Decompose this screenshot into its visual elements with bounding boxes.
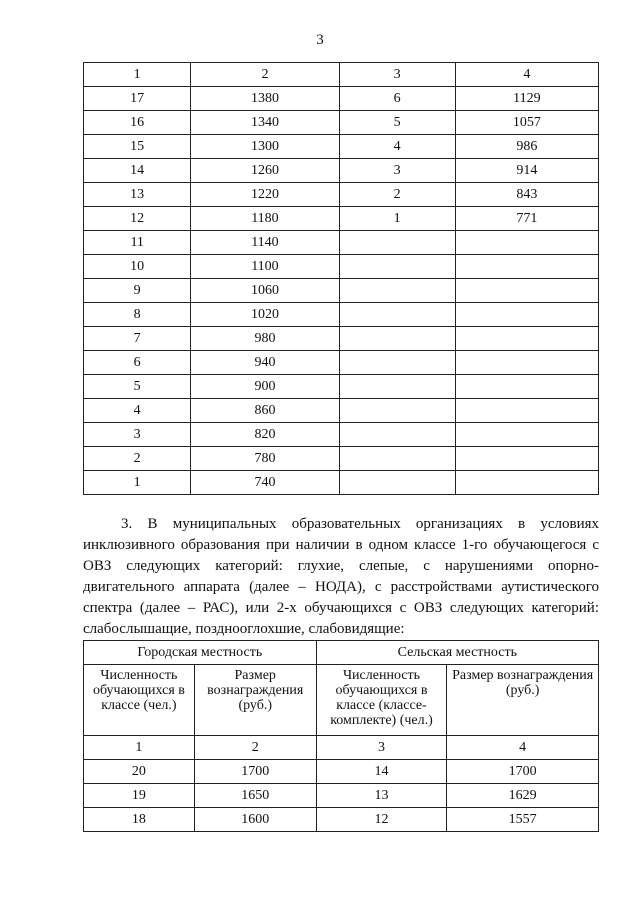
table-cell: 1629	[447, 784, 599, 808]
table-row	[84, 327, 599, 351]
group-header-row	[84, 641, 599, 665]
table-row	[84, 784, 599, 808]
table-cell: 4	[84, 399, 191, 423]
column-number: 4	[455, 63, 598, 87]
table-row	[84, 447, 599, 471]
table-cell: 1380	[191, 87, 339, 111]
table-cell: 843	[455, 183, 598, 207]
table-cell: 12	[316, 808, 447, 832]
column-number: 3	[316, 736, 447, 760]
table-cell: 1	[339, 207, 455, 231]
table-row	[84, 87, 599, 111]
table-cell: 3	[84, 423, 191, 447]
table-row	[84, 255, 599, 279]
table-cell: 17	[84, 87, 191, 111]
table-cell: 1129	[455, 87, 598, 111]
table-cell: 14	[316, 760, 447, 784]
reward-size-header: Размер вознаграждения (руб.)	[447, 665, 599, 736]
table-cell: 1100	[191, 255, 339, 279]
table-row	[84, 183, 599, 207]
table-cell	[339, 303, 455, 327]
table-cell: 13	[84, 183, 191, 207]
table-cell: 1300	[191, 135, 339, 159]
table-cell: 19	[84, 784, 195, 808]
table-cell	[339, 231, 455, 255]
table-cell: 2	[84, 447, 191, 471]
table-cell: 18	[84, 808, 195, 832]
table-cell	[339, 255, 455, 279]
table-row	[84, 207, 599, 231]
table-cell: 5	[84, 375, 191, 399]
table-cell	[339, 327, 455, 351]
table-cell: 986	[455, 135, 598, 159]
table-cell: 900	[191, 375, 339, 399]
table-cell	[455, 231, 598, 255]
table-cell: 12	[84, 207, 191, 231]
table-cell: 7	[84, 327, 191, 351]
page-number: 3	[316, 32, 324, 48]
table-cell: 10	[84, 255, 191, 279]
students-count-header: Численность обучающихся в классе (классе-комплекте) (чел.)	[316, 665, 447, 736]
table-cell: 2	[339, 183, 455, 207]
table-header-row	[84, 63, 599, 87]
table-cell	[339, 399, 455, 423]
table-row	[84, 399, 599, 423]
table-cell: 16	[84, 111, 191, 135]
table-cell: 940	[191, 351, 339, 375]
sub-header-row	[84, 665, 599, 736]
table-cell: 740	[191, 471, 339, 495]
reward-size-header: Размер вознаграждения (руб.)	[194, 665, 316, 736]
table-cell	[455, 255, 598, 279]
table-cell: 1	[84, 471, 191, 495]
table-cell: 1600	[194, 808, 316, 832]
column-number: 2	[191, 63, 339, 87]
table-cell: 13	[316, 784, 447, 808]
table-cell: 980	[191, 327, 339, 351]
table-cell	[455, 327, 598, 351]
table-row	[84, 375, 599, 399]
table-cell: 771	[455, 207, 598, 231]
rural-area-header: Сельская местность	[316, 641, 598, 665]
table-cell: 20	[84, 760, 195, 784]
table-cell: 11	[84, 231, 191, 255]
paragraph-3: 3. В муниципальных образовательных организациях в условиях инклюзивного образования при наличии в одном классе 1-го обучающегося с ОВЗ следующих категорий: глухие, слепые, с нарушениями опорно-двигательного аппарата (далее – НОДА), с расстройствами аутистического спектра (далее – РАС), или 2-х обучающихся с ОВЗ следующих категорий: слабослышащие, позднооглохшие, слабовидящие:	[83, 516, 599, 637]
table-cell: 8	[84, 303, 191, 327]
table-cell	[339, 279, 455, 303]
table-cell: 14	[84, 159, 191, 183]
table-cell: 914	[455, 159, 598, 183]
table-cell: 1700	[447, 760, 599, 784]
column-number-row	[84, 736, 599, 760]
table-cell	[455, 399, 598, 423]
column-number: 3	[339, 63, 455, 87]
table-cell: 4	[339, 135, 455, 159]
table-cell	[455, 471, 598, 495]
table-cell	[339, 447, 455, 471]
table-cell: 1020	[191, 303, 339, 327]
table-row	[84, 471, 599, 495]
table-cell: 780	[191, 447, 339, 471]
column-number: 4	[447, 736, 599, 760]
table-row	[84, 760, 599, 784]
table-cell: 820	[191, 423, 339, 447]
table-cell: 6	[84, 351, 191, 375]
table-cell: 1180	[191, 207, 339, 231]
column-number: 1	[84, 736, 195, 760]
table-cell: 1340	[191, 111, 339, 135]
table-cell	[455, 351, 598, 375]
table-row	[84, 808, 599, 832]
table-cell	[455, 303, 598, 327]
table-cell: 1057	[455, 111, 598, 135]
table-cell: 1260	[191, 159, 339, 183]
reward-table-continued	[83, 62, 599, 495]
table-cell	[455, 447, 598, 471]
table-row	[84, 303, 599, 327]
table-cell: 15	[84, 135, 191, 159]
table-cell: 5	[339, 111, 455, 135]
table-cell	[339, 375, 455, 399]
table-row	[84, 135, 599, 159]
table-cell	[339, 351, 455, 375]
table-row	[84, 279, 599, 303]
table-cell: 1220	[191, 183, 339, 207]
table-cell: 1557	[447, 808, 599, 832]
column-number: 1	[84, 63, 191, 87]
table-cell: 6	[339, 87, 455, 111]
table-row	[84, 159, 599, 183]
students-count-header: Численность обучающихся в классе (чел.)	[84, 665, 195, 736]
table-cell	[455, 279, 598, 303]
table-cell: 3	[339, 159, 455, 183]
table-cell: 9	[84, 279, 191, 303]
table-cell	[339, 471, 455, 495]
column-number: 2	[194, 736, 316, 760]
table-cell: 1140	[191, 231, 339, 255]
table-cell	[339, 423, 455, 447]
table-row	[84, 231, 599, 255]
table-row	[84, 351, 599, 375]
table-cell: 860	[191, 399, 339, 423]
table-row	[84, 423, 599, 447]
table-cell: 1650	[194, 784, 316, 808]
urban-area-header: Городская местность	[84, 641, 317, 665]
table-cell	[455, 423, 598, 447]
inclusive-reward-table	[83, 640, 599, 832]
table-cell: 1700	[194, 760, 316, 784]
table-row	[84, 111, 599, 135]
table-cell	[455, 375, 598, 399]
table-cell: 1060	[191, 279, 339, 303]
